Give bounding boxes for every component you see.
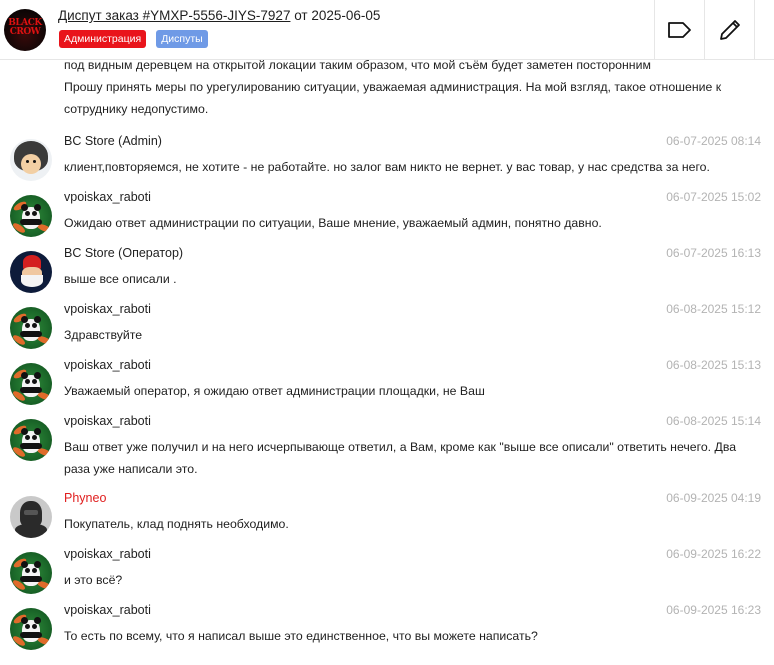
message-author[interactable]: vpoiskax_raboti (64, 302, 151, 316)
message-continuation-line: Прошу принять меры по урегулированию ситуации, уважаемая администрация. На мой взгляд, такое отношение к (64, 80, 722, 94)
panda-avatar[interactable] (10, 195, 52, 237)
message-time: 06-08-2025 15:13 (666, 358, 761, 372)
robot-avatar[interactable] (10, 496, 52, 538)
message-text: Уважаемый оператор, я ожидаю ответ администрации площадки, не Ваш (64, 384, 485, 398)
edit-button[interactable] (704, 0, 754, 60)
disputes-badge: Диспуты (156, 30, 208, 48)
message-continuation-line: под видным деревцем на открытой локации таким образом, что мой съём будет заметен посторонним (64, 60, 651, 72)
header-toolbar (654, 0, 774, 60)
document-icon (767, 17, 774, 43)
message-time: 06-08-2025 15:14 (666, 414, 761, 428)
message-text: Ваш ответ уже получил и на него исчерпывающе ответил, а Вам, кроме как "выше все описали" ответить нечего. Два раза уже написали это. (64, 440, 737, 476)
panda-avatar[interactable] (10, 608, 52, 650)
message-text: выше все описали . (64, 272, 177, 286)
message-time: 06-09-2025 16:22 (666, 547, 761, 561)
dispute-date: от 2025-06-05 (290, 8, 381, 23)
document-button[interactable] (754, 0, 774, 60)
panda-avatar[interactable] (10, 363, 52, 405)
message-text: и это всё? (64, 573, 123, 587)
logo-text: BLACK CROW (8, 18, 42, 37)
message-text: Покупатель, клад поднять необходимо. (64, 517, 289, 531)
message-text: То есть по всему, что я написал выше это единственное, что вы можете написать? (64, 629, 538, 643)
message-time: 06-09-2025 16:23 (666, 603, 761, 617)
message-author[interactable]: vpoiskax_raboti (64, 358, 151, 372)
message-feed[interactable] (0, 60, 774, 665)
message-text: Ожидаю ответ администрации по ситуации, Ваше мнение, уважаемый админ, понятно давно. (64, 216, 602, 230)
dispute-order-link[interactable]: Диспут заказ #YMXP-5556-JIYS-7927 (58, 8, 291, 23)
message-author[interactable]: BC Store (Admin) (64, 134, 162, 148)
message-author[interactable]: vpoiskax_raboti (64, 190, 151, 204)
tag-button[interactable] (654, 0, 704, 60)
message-continuation-line: сотруднику недопустимо. (64, 102, 209, 116)
message-text: клиент,повторяемся, не хотите - не работайте. но залог вам никто не вернет. у вас товар, у нас средства за него. (64, 160, 710, 174)
tag-icon (667, 17, 693, 43)
dispute-header (0, 0, 774, 60)
message-time: 06-07-2025 16:13 (666, 246, 761, 260)
santa-avatar[interactable] (10, 251, 52, 293)
panda-avatar[interactable] (10, 419, 52, 461)
panda-avatar[interactable] (10, 552, 52, 594)
message-time: 06-08-2025 15:12 (666, 302, 761, 316)
panda-avatar[interactable] (10, 307, 52, 349)
message-author[interactable]: vpoiskax_raboti (64, 603, 151, 617)
message-time: 06-09-2025 04:19 (666, 491, 761, 505)
message-time: 06-07-2025 08:14 (666, 134, 761, 148)
message-author[interactable]: vpoiskax_raboti (64, 547, 151, 561)
badges (59, 30, 208, 48)
admin-badge: Администрация (59, 30, 146, 48)
message-author[interactable]: vpoiskax_raboti (64, 414, 151, 428)
dispute-title (58, 8, 380, 23)
message-time: 06-07-2025 15:02 (666, 190, 761, 204)
pencil-icon (717, 17, 743, 43)
message-author[interactable]: Phyneo (64, 491, 107, 505)
message-text: Здравствуйте (64, 328, 143, 342)
shop-logo[interactable] (4, 9, 46, 51)
message-author[interactable]: BC Store (Оператор) (64, 246, 184, 260)
hedgehog-avatar[interactable] (10, 139, 52, 181)
